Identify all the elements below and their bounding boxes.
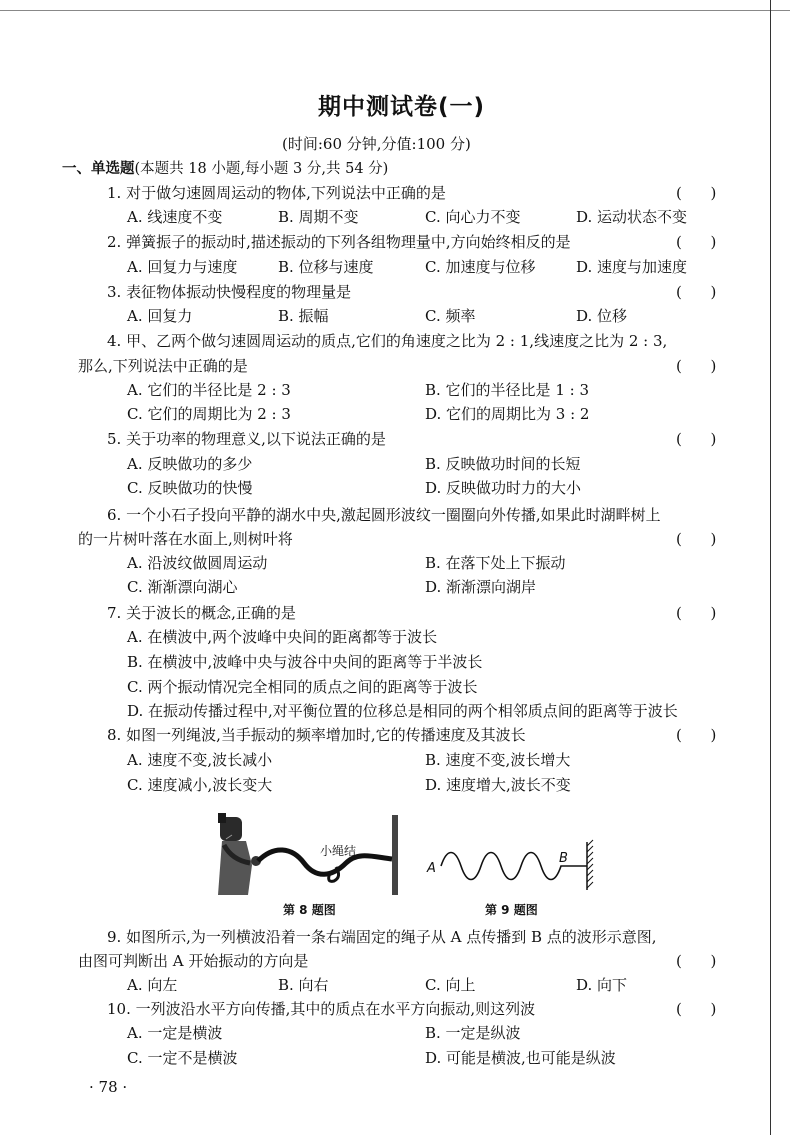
page-number: · 78 ·: [89, 1078, 128, 1096]
q6-option-d: D. 渐渐漂向湖岸: [425, 578, 537, 596]
question-9-stem-line1: 9. 如图所示,为一列横波沿着一条右端固定的绳子从 A 点传播到 B 点的波形示意图,: [107, 928, 657, 946]
answer-paren-9: ( ): [676, 952, 717, 970]
answer-paren-6: ( ): [676, 530, 717, 548]
q9-option-c: C. 向上: [425, 976, 476, 994]
answer-paren-4: ( ): [676, 357, 717, 375]
q3-option-c: C. 频率: [425, 307, 476, 325]
q6-option-c: C. 渐渐漂向湖心: [127, 578, 238, 596]
question-3-stem: 3. 表征物体振动快慢程度的物理量是: [107, 283, 352, 301]
q4-option-b: B. 它们的半径比是 1 : 3: [425, 381, 590, 399]
q9-option-d: D. 向下: [576, 976, 628, 994]
question-10-stem: 10. 一列波沿水平方向传播,其中的质点在水平方向振动,则这列波: [107, 1000, 536, 1018]
figure-9-wave: [425, 838, 605, 894]
answer-paren-3: ( ): [676, 283, 717, 301]
q9-option-b: B. 向右: [278, 976, 329, 994]
question-5-stem: 5. 关于功率的物理意义,以下说法正确的是: [107, 430, 386, 448]
q7-option-c: C. 两个振动情况完全相同的质点之间的距离等于波长: [127, 678, 478, 696]
q3-option-b: B. 振幅: [278, 307, 329, 325]
q9-option-a: A. 向左: [127, 976, 178, 994]
point-b-label: B: [559, 851, 568, 866]
question-1-stem: 1. 对于做匀速圆周运动的物体,下列说法中正确的是: [107, 184, 446, 202]
q8-option-b: B. 速度不变,波长增大: [425, 751, 571, 769]
q4-option-c: C. 它们的周期比为 2 : 3: [127, 405, 291, 423]
q7-option-a: A. 在横波中,两个波峰中央间的距离都等于波长: [127, 628, 438, 646]
q1-option-b: B. 周期不变: [278, 208, 359, 226]
answer-paren-10: ( ): [676, 1000, 717, 1018]
question-6-stem-line2: 的一片树叶落在水面上,则树叶将: [78, 530, 293, 548]
q1-option-a: A. 线速度不变: [127, 208, 223, 226]
page-subtitle: (时间:60 分钟,分值:100 分): [282, 135, 471, 153]
q1-option-d: D. 运动状态不变: [576, 208, 688, 226]
page-edge-top: [0, 10, 790, 11]
answer-paren-1: ( ): [676, 184, 717, 202]
q2-option-b: B. 位移与速度: [278, 258, 374, 276]
question-4-stem-line1: 4. 甲、乙两个做匀速圆周运动的质点,它们的角速度之比为 2 : 1,线速度之比为 2 : 3,: [107, 332, 668, 350]
answer-paren-8: ( ): [676, 726, 717, 744]
q6-option-a: A. 沿波纹做圆周运动: [127, 554, 268, 572]
wall: [392, 815, 398, 895]
question-7-stem: 7. 关于波长的概念,正确的是: [107, 604, 296, 622]
page-title: 期中测试卷(一): [318, 94, 486, 120]
q3-option-a: A. 回复力: [127, 307, 193, 325]
answer-paren-2: ( ): [676, 233, 717, 251]
q6-option-b: B. 在落下处上下振动: [425, 554, 566, 572]
q8-option-c: C. 速度减小,波长变大: [127, 776, 273, 794]
q2-option-d: D. 速度与加速度: [576, 258, 688, 276]
q10-option-d: D. 可能是横波,也可能是纵波: [425, 1049, 616, 1067]
q8-option-a: A. 速度不变,波长减小: [127, 751, 273, 769]
wall-hatching: [587, 840, 593, 888]
answer-paren-7: ( ): [676, 604, 717, 622]
q4-option-a: A. 它们的半径比是 2 : 3: [127, 381, 291, 399]
q7-option-b: B. 在横波中,波峰中央与波谷中央间的距离等于半波长: [127, 653, 483, 671]
figure-8-label: 小绳结: [320, 844, 357, 858]
figure-9-caption: 第 9 题图: [485, 903, 538, 917]
point-a-label: A: [427, 861, 436, 876]
question-2-stem: 2. 弹簧振子的振动时,描述振动的下列各组物理量中,方向始终相反的是: [107, 233, 571, 251]
question-4-stem-line2: 那么,下列说法中正确的是: [78, 357, 248, 375]
q10-option-b: B. 一定是纵波: [425, 1024, 521, 1042]
figure-8-caption: 第 8 题图: [283, 903, 336, 917]
section-label: 一、单选题: [62, 161, 135, 177]
q5-option-c: C. 反映做功的快慢: [127, 479, 253, 497]
question-9-stem-line2: 由图可判断出 A 开始振动的方向是: [78, 952, 309, 970]
q5-option-b: B. 反映做功时间的长短: [425, 455, 581, 473]
q2-option-a: A. 回复力与速度: [127, 258, 238, 276]
figure-8-rope-wave: [212, 805, 412, 895]
q4-option-d: D. 它们的周期比为 3 : 2: [425, 405, 590, 423]
q8-option-d: D. 速度增大,波长不变: [425, 776, 571, 794]
question-6-stem-line1: 6. 一个小石子投向平静的湖水中央,激起圆形波纹一圈圈向外传播,如果此时湖畔树上: [107, 506, 661, 524]
section-note: (本题共 18 小题,每小题 3 分,共 54 分): [134, 161, 389, 177]
answer-paren-5: ( ): [676, 430, 717, 448]
q1-option-c: C. 向心力不变: [425, 208, 521, 226]
q5-option-d: D. 反映做功时力的大小: [425, 479, 582, 497]
q3-option-d: D. 位移: [576, 307, 628, 325]
section-heading: [62, 160, 388, 178]
q7-option-d: D. 在振动传播过程中,对平衡位置的位移总是相同的两个相邻质点间的距离等于波长: [127, 702, 678, 720]
q10-option-a: A. 一定是横波: [127, 1024, 223, 1042]
q10-option-c: C. 一定不是横波: [127, 1049, 238, 1067]
page-edge-right: [770, 0, 771, 1135]
q5-option-a: A. 反映做功的多少: [127, 455, 253, 473]
q2-option-c: C. 加速度与位移: [425, 258, 536, 276]
question-8-stem: 8. 如图一列绳波,当手振动的频率增加时,它的传播速度及其波长: [107, 726, 526, 744]
